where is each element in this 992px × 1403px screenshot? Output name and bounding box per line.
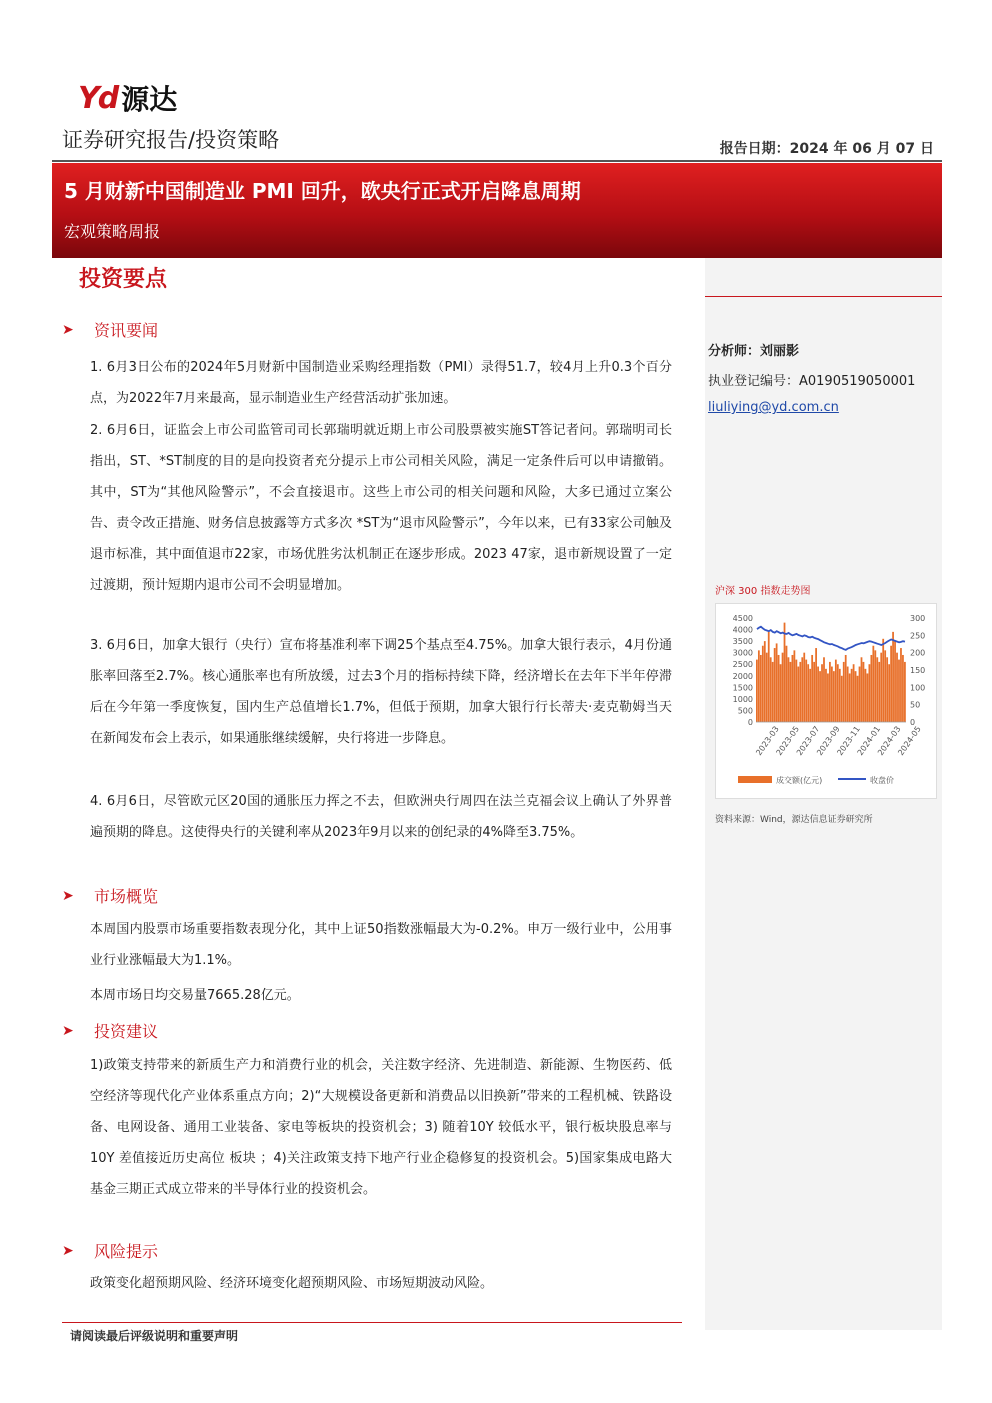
left-axis-tick-label: 500: [737, 706, 753, 716]
volume-bar: [819, 671, 821, 722]
title-banner: [52, 163, 942, 258]
volume-bar: [790, 662, 792, 722]
volume-bar: [803, 653, 805, 722]
arrow-right-icon: ➤: [62, 1242, 74, 1259]
risk-paragraph: 政策变化超预期风险、经济环境变化超预期风险、市场短期波动风险。: [90, 1276, 494, 1291]
volume-bar: [780, 664, 782, 722]
logo: [78, 78, 177, 118]
volume-bar: [805, 660, 807, 722]
volume-bar: [839, 669, 841, 722]
volume-bar: [772, 662, 774, 722]
market-paragraph-2: 本周市场日均交易量7665.28亿元。: [90, 988, 300, 1003]
volume-bar: [827, 673, 829, 722]
volume-bar: [904, 662, 906, 722]
left-axis-tick-label: 0: [747, 718, 753, 727]
volume-bar: [788, 657, 790, 722]
volume-bar: [833, 671, 835, 722]
document-type: 证券研究报告/投资策略: [62, 128, 280, 152]
volume-bar: [776, 643, 778, 722]
x-axis-tick-label: 2024-01: [855, 724, 883, 758]
volume-bar: [851, 669, 853, 722]
news-heading-label: 资讯要闻: [94, 321, 159, 340]
volume-bar: [872, 646, 874, 722]
legend-volume-label: 成交额(亿元): [776, 776, 823, 785]
volume-bar: [867, 673, 869, 722]
logo-name: 源达: [121, 83, 178, 116]
volume-bar: [758, 650, 760, 722]
volume-bar: [770, 657, 772, 722]
left-axis-tick-label: 4000: [732, 625, 753, 635]
volume-bar: [849, 673, 851, 722]
chart-title: 沪深 300 指数走势图: [715, 586, 811, 597]
volume-bar: [886, 657, 888, 722]
volume-bar: [855, 671, 857, 722]
chart-source: 资料来源：Wind，源达信息证券研究所: [715, 815, 873, 825]
volume-bar: [764, 641, 766, 722]
report-date: 报告日期：2024 年 06 月 07 日: [719, 141, 934, 157]
volume-bar: [845, 655, 847, 722]
volume-bar: [900, 648, 902, 722]
volume-bar: [874, 650, 876, 722]
advice-heading-label: 投资建议: [94, 1022, 159, 1041]
x-axis-tick-label: 2024-05: [896, 724, 923, 758]
left-axis-tick-label: 1500: [732, 683, 753, 693]
volume-bar: [878, 662, 880, 722]
left-axis-tick-label: 3000: [732, 648, 753, 658]
volume-bar: [861, 657, 863, 722]
right-axis-tick-label: 200: [910, 648, 926, 658]
legend-price-label: 收盘价: [870, 776, 894, 785]
volume-bar: [857, 676, 859, 722]
left-axis-tick-label: 4500: [732, 614, 753, 623]
volume-bar: [794, 650, 796, 722]
logo-mark: Yd: [78, 80, 118, 116]
analyst-name: 分析师：刘丽影: [708, 344, 800, 359]
volume-bar: [865, 669, 867, 722]
left-axis-tick-label: 1000: [732, 694, 753, 704]
left-axis-tick-label: 3500: [732, 637, 753, 647]
x-axis-tick-label: 2023-11: [835, 724, 862, 758]
volume-bar: [823, 657, 825, 722]
volume-bar: [880, 653, 882, 722]
volume-bar: [760, 655, 762, 722]
volume-bar: [853, 664, 855, 722]
right-axis-tick-label: 150: [910, 666, 926, 675]
volume-bar: [799, 662, 801, 722]
volume-bar: [817, 667, 819, 722]
volume-bar: [797, 667, 799, 722]
volume-bar: [843, 662, 845, 722]
volume-bar: [869, 664, 871, 722]
news-heading: [62, 318, 158, 341]
report-subtitle: 宏观策略周报: [64, 222, 161, 241]
volume-bar: [813, 662, 815, 722]
footer-divider: [62, 1322, 682, 1323]
volume-bar: [809, 669, 811, 722]
volume-bar: [892, 632, 894, 722]
volume-bar: [766, 653, 768, 722]
advice-heading: [62, 1019, 158, 1042]
x-axis-tick-label: 2023-05: [774, 724, 802, 758]
volume-bar: [859, 667, 861, 722]
volume-bar: [768, 632, 770, 722]
news-paragraph-1: 1. 6月3日公布的2024年5月财新中国制造业采购经理指数（PMI）录得51.7，较4月上升0.3个百分点，为2022年7月来最高，显示制造业生产经营活动扩张加速。: [90, 360, 672, 406]
volume-bar: [825, 669, 827, 722]
volume-bar: [815, 648, 817, 722]
x-axis-tick-label: 2023-09: [815, 724, 842, 758]
volume-bar: [863, 662, 865, 722]
volume-bar: [884, 650, 886, 722]
volume-bar: [837, 664, 839, 722]
volume-bar: [894, 641, 896, 722]
legend-volume-swatch: [738, 776, 772, 783]
x-axis-tick-label: 2023-07: [794, 724, 822, 758]
volume-bar: [876, 657, 878, 722]
volume-bar: [811, 655, 813, 722]
news-paragraph-2: 2. 6月6日，证监会上市公司监管司司长郭瑞明就近期上市公司股票被实施ST答记者问。郭瑞明司长指出，ST、*ST制度的目的是向投资者充分提示上市公司相关风险，满足一定条件后可以申请撤销。其中，ST为“其他风险警示”，不会直接退市。这些上市公司的相关问题和风险，大多已通过立案公告、责令改正措施、财务信息披露等方式多次 *ST为“退市风险警示”，今年以来，已有33家公司触及退市标准，其中面值退市22家，市场优胜劣汰机制正在逐步形成。2023 47家，退市新规设置了一定过渡期，预计短期内退市公司不会明显增加。: [90, 423, 672, 593]
volume-bar: [847, 667, 849, 722]
arrow-right-icon: ➤: [62, 1022, 74, 1039]
volume-bar: [778, 655, 780, 722]
right-axis-tick-label: 100: [910, 683, 926, 693]
sidebar: [705, 258, 942, 1330]
market-heading: [62, 884, 158, 907]
advice-paragraph: 1)政策支持带来的新质生产力和消费行业的机会，关注数字经济、先进制造、新能源、生物医药、低空经济等现代化产业体系重点方向；2)“大规模设备更新和消费品以旧换新”带来的工程机械、铁路设备、电网设备、通用工业装备、家电等板块的投资机会；3) 随着10Y 较低水平，银行板块股息率与10Y 差值接近历史高位 板块 ；4)关注政策支持下地产行业企稳修复的投资机会。5)国家集成电路大基金三期正式成立带来的半导体行业的投资机会。: [90, 1058, 672, 1197]
section-title: 投资要点: [79, 267, 168, 292]
volume-bar: [888, 664, 890, 722]
volume-bar: [801, 657, 803, 722]
volume-bar: [756, 660, 758, 722]
volume-bar: [821, 664, 823, 722]
volume-bar: [829, 662, 831, 722]
volume-bar: [762, 646, 764, 722]
risk-heading-label: 风险提示: [94, 1242, 159, 1261]
analyst-email-link[interactable]: liuliying@yd.com.cn: [708, 400, 839, 415]
volume-bar: [890, 646, 892, 722]
right-axis-tick-label: 0: [910, 718, 916, 727]
news-paragraph-3: 3. 6月6日，加拿大银行（央行）宣布将基准利率下调25个基点至4.75%。加拿大银行表示，4月份通胀率回落至2.7%。核心通胀率也有所放缓，过去3个月的指标持续下降，经济增长在去年下半年停滞后在今年第一季度恢复，国内生产总值增长1.7%，但低于预期，加拿大银行行长蒂夫·麦克勒姆当天在新闻发布会上表示，如果通胀继续缓解，央行将进一步降息。: [90, 638, 672, 746]
volume-bar: [782, 653, 784, 722]
header-divider: [52, 160, 942, 162]
index-chart: [715, 603, 937, 799]
news-paragraph-4: 4. 6月6日，尽管欧元区20国的通胀压力挥之不去，但欧洲央行周四在法兰克福会议上确认了外界普遍预期的降息。这使得央行的关键利率从2023年9月以来的创纪录的4%降至3.75%。: [90, 794, 672, 840]
right-axis-tick-label: 50: [910, 700, 921, 710]
volume-bar: [774, 648, 776, 722]
market-heading-label: 市场概览: [94, 887, 159, 906]
arrow-right-icon: ➤: [62, 321, 74, 338]
volume-bar: [807, 664, 809, 722]
volume-bar: [870, 655, 872, 722]
volume-bar: [896, 653, 898, 722]
left-axis-tick-label: 2000: [732, 671, 753, 681]
volume-bar: [784, 623, 786, 722]
left-axis-tick-label: 2500: [732, 660, 753, 670]
x-axis-tick-label: 2024-03: [875, 724, 903, 758]
risk-heading: [62, 1239, 158, 1262]
volume-bar: [841, 676, 843, 722]
volume-bar: [831, 667, 833, 722]
volume-bar: [902, 655, 904, 722]
right-axis-tick-label: 300: [910, 614, 926, 623]
index-chart-svg: [716, 604, 938, 800]
footer-disclaimer: 请阅读最后评级说明和重要声明: [70, 1329, 239, 1343]
volume-bar: [882, 639, 884, 722]
sidebar-divider: [705, 296, 942, 297]
report-title: 5 月财新中国制造业 PMI 回升，欧央行正式开启降息周期: [64, 179, 581, 203]
volume-bar: [795, 660, 797, 722]
volume-bar: [835, 660, 837, 722]
arrow-right-icon: ➤: [62, 887, 74, 904]
certificate-number: 执业登记编号：A0190519050001: [708, 374, 916, 389]
volume-bar: [792, 655, 794, 722]
x-axis-tick-label: 2023-03: [754, 724, 781, 758]
volume-bar: [786, 646, 788, 722]
right-axis-tick-label: 250: [910, 631, 926, 641]
market-paragraph-1: 本周国内股票市场重要指数表现分化，其中上证50指数涨幅最大为-0.2%。申万一级行业中，公用事业行业涨幅最大为1.1%。: [90, 922, 672, 968]
volume-bar: [898, 660, 900, 722]
